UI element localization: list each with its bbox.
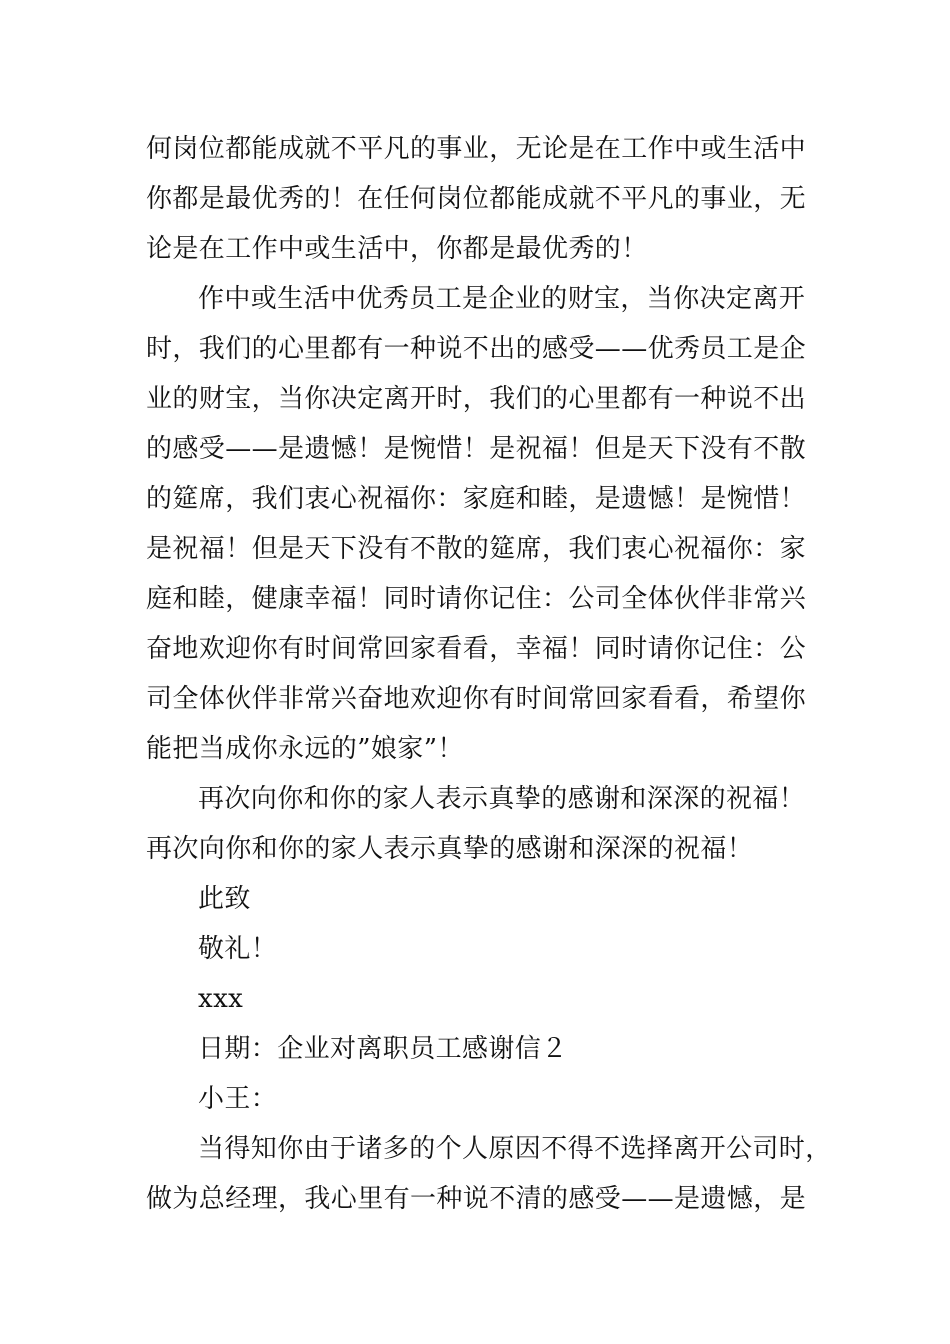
text-line: 是祝福！但是天下没有不散的筵席，我们衷心祝福你：家 [146,534,807,564]
text-line: 司全体伙伴非常兴奋地欢迎你有时间常回家看看，希望你 [146,684,807,714]
text-line: 时，我们的心里都有一种说不出的感受——优秀员工是企 [146,334,807,364]
text-line: 能把当成你永远的”娘家”！ [146,734,464,764]
text-line: 奋地欢迎你有时间常回家看看，幸福！同时请你记住：公 [146,634,807,664]
date-line: 日期：企业对离职员工感谢信２ [198,1034,568,1064]
text-line: 你都是最优秀的！在任何岗位都能成就不平凡的事业，无 [146,184,807,214]
text-line: 再次向你和你的家人表示真挚的感谢和深深的祝福！ [146,834,754,864]
text-line: 论是在工作中或生活中，你都是最优秀的！ [146,234,648,264]
text-line: 何岗位都能成就不平凡的事业，无论是在工作中或生活中 [146,134,807,164]
signature: xxx [198,984,244,1014]
text-line: 业的财宝，当你决定离开时，我们的心里都有一种说不出 [146,384,807,414]
text-line: 庭和睦，健康幸福！同时请你记住：公司全体伙伴非常兴 [146,584,807,614]
recipient-greeting: 小王： [198,1084,278,1114]
text-line: 做为总经理，我心里有一种说不清的感受——是遗憾，是 [146,1184,807,1214]
closing-salutation: 此致 [198,884,251,914]
closing-regards: 敬礼！ [198,934,278,964]
paragraph-start: 当得知你由于诸多的个人原因不得不选择离开公司时， [198,1134,832,1164]
text-line: 的筵席，我们衷心祝福你：家庭和睦，是遗憾！是惋惜！ [146,484,807,514]
text-line: 的感受——是遗憾！是惋惜！是祝福！但是天下没有不散 [146,434,807,464]
paragraph-start: 再次向你和你的家人表示真挚的感谢和深深的祝福！ [198,784,806,814]
paragraph-start: 作中或生活中优秀员工是企业的财宝，当你决定离开 [198,284,806,314]
